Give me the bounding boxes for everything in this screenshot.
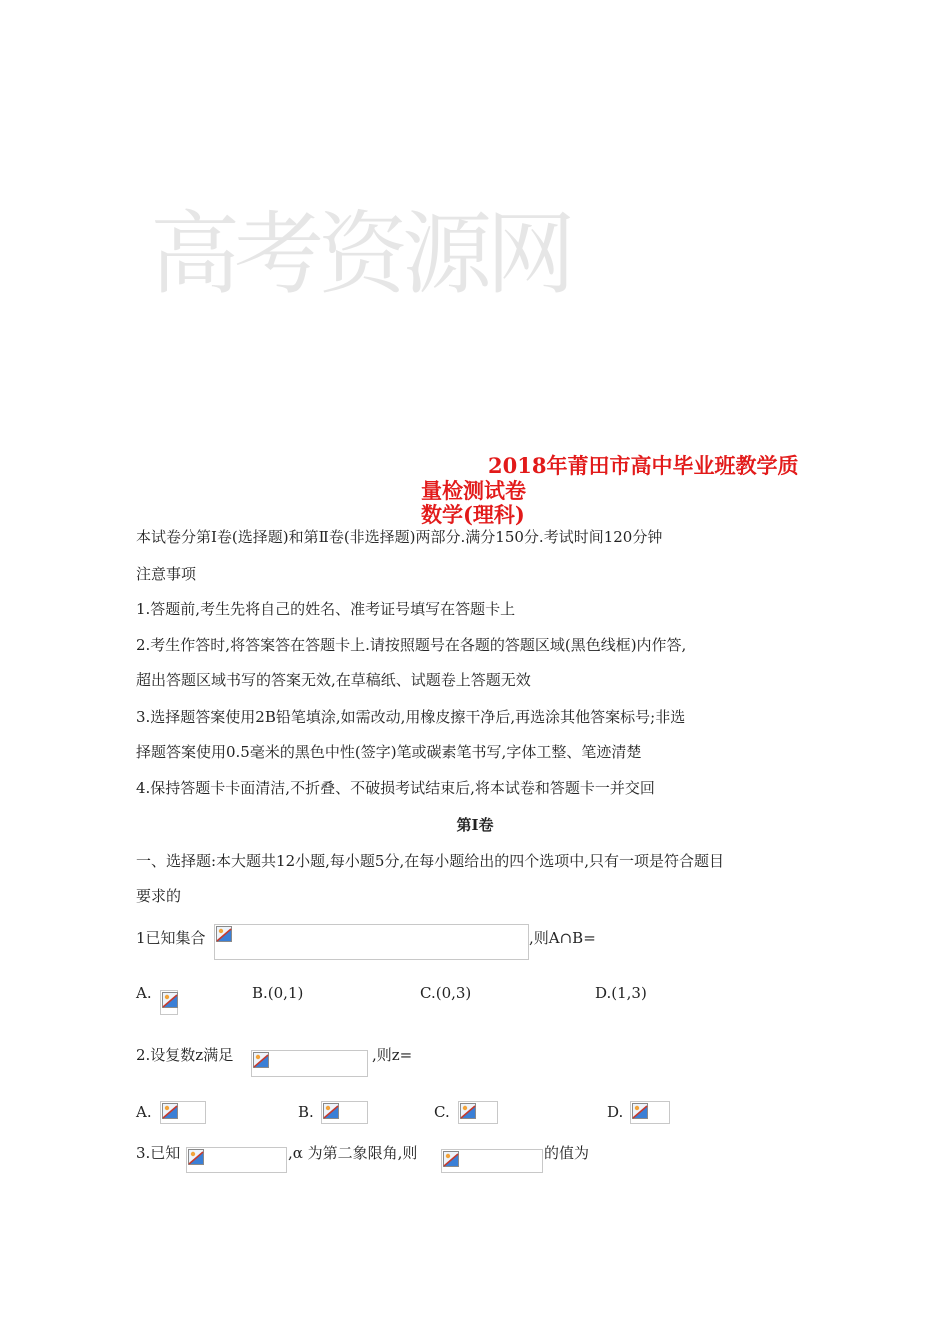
q2-option-a-label: A. (136, 1103, 152, 1121)
broken-image-icon (323, 1103, 339, 1119)
broken-image-icon (253, 1052, 269, 1068)
q2-option-b-image (321, 1101, 368, 1124)
section-instruction: 一、选择题:本大题共12小题,每小题5分,在每小题给出的四个选项中,只有一项是符合题目 (136, 852, 724, 870)
broken-image-icon (632, 1103, 648, 1119)
watermark-logo (150, 160, 570, 350)
q2-option-d-image (630, 1101, 670, 1124)
q2-option-d-label: D. (607, 1103, 624, 1121)
q1-option-a-label: A. (136, 984, 152, 1002)
q2-suffix: ,则z= (372, 1046, 413, 1064)
broken-image-icon (216, 926, 232, 942)
q1-option-b: B.(0,1) (252, 984, 304, 1002)
note-1: 1.答题前,考生先将自己的姓名、准考证号填写在答题卡上 (136, 600, 516, 618)
q2-formula-image (251, 1050, 368, 1077)
note-3: 3.选择题答案使用2B铅笔填涂,如需改动,用橡皮擦干净后,再选涂其他答案标号;非选 (136, 708, 686, 726)
q3-formula-image-2 (441, 1149, 543, 1173)
exam-summary: 本试卷分第Ⅰ卷(选择题)和第Ⅱ卷(非选择题)两部分.满分150分.考试时间120分钟 (136, 528, 663, 546)
q1-formula-image (214, 924, 529, 960)
title-line-1: 2018年莆田市高中毕业班教学质 (488, 453, 799, 478)
note-2-cont: 超出答题区域书写的答案无效,在草稿纸、试题卷上答题无效 (136, 671, 531, 689)
broken-image-icon (162, 992, 178, 1008)
q3-prefix: 3.已知 (136, 1144, 181, 1162)
q3-middle: ,α 为第二象限角,则 (288, 1144, 418, 1162)
q2-option-c-label: C. (434, 1103, 450, 1121)
title-line-2: 量检测试卷 (421, 478, 526, 503)
title-line-3: 数学(理科) (421, 502, 525, 527)
note-3-cont: 择题答案使用0.5毫米的黑色中性(签字)笔或碳素笔书写,字体工整、笔迹清楚 (136, 743, 642, 761)
section-heading: 第Ⅰ卷 (456, 816, 494, 834)
watermark-text: 高考资源网 (150, 202, 570, 307)
q2-option-c-image (458, 1101, 498, 1124)
q1-option-a-image (160, 990, 178, 1015)
note-4: 4.保持答题卡卡面清洁,不折叠、不破损考试结束后,将本试卷和答题卡一并交回 (136, 779, 655, 797)
q3-formula-image-1 (186, 1147, 287, 1173)
broken-image-icon (162, 1103, 178, 1119)
q1-option-c: C.(0,3) (420, 984, 472, 1002)
broken-image-icon (188, 1149, 204, 1165)
note-2: 2.考生作答时,将答案答在答题卡上.请按照题号在各题的答题区域(黑色线框)内作答, (136, 636, 687, 654)
q2-option-a-image (160, 1101, 206, 1124)
q2-prefix: 2.设复数z满足 (136, 1046, 234, 1064)
notice-heading: 注意事项 (136, 565, 197, 583)
section-instruction-cont: 要求的 (136, 887, 182, 905)
broken-image-icon (460, 1103, 476, 1119)
q1-prefix: 1已知集合 (136, 929, 206, 947)
q1-suffix: ,则A∩B= (529, 929, 596, 947)
q1-option-d: D.(1,3) (595, 984, 647, 1002)
q2-option-b-label: B. (298, 1103, 314, 1121)
broken-image-icon (443, 1151, 459, 1167)
q3-suffix: 的值为 (544, 1144, 590, 1162)
